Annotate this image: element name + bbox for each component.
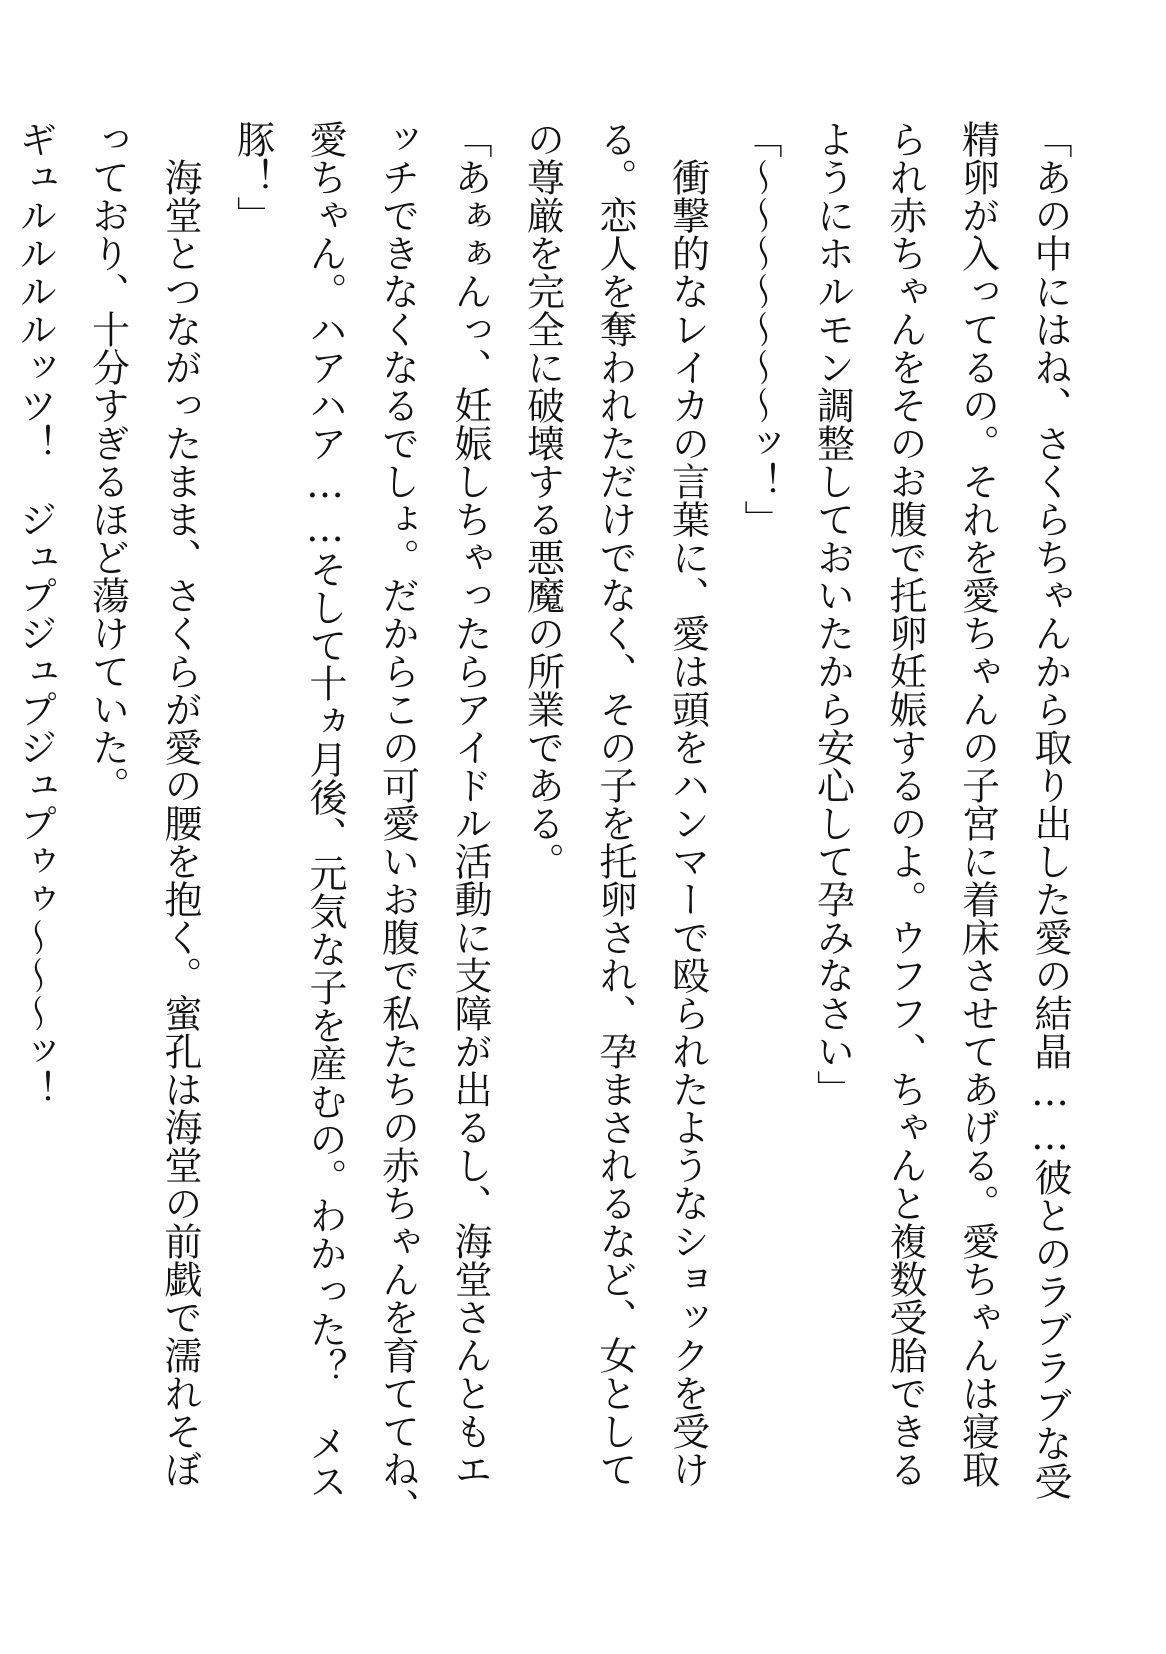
text-line: 「あぁぁんっ、妊娠しちゃったらアイドル活動に支障が出るし、海堂さんともエ — [448, 120, 492, 1488]
text-line: 「あの中にはね、さくらちゃんから取り出した愛の結晶……彼とのラブラブな受 — [1028, 120, 1072, 1500]
vertical-text-block — [0, 120, 1086, 1580]
text-line: 「〜〜〜〜〜〜〜ッ！」 — [738, 120, 782, 538]
text-line: る。恋人を奪われただけでなく、その子を托卵され、孕まされるなど、女として — [593, 120, 637, 1488]
text-line: の尊厳を完全に破壊する悪魔の所業である。 — [520, 120, 565, 880]
text-line: 海堂とつながったまま、さくらが愛の腰を抱く。蜜孔は海堂の前戯で濡れそぼ — [158, 120, 202, 1488]
text-line: ようにホルモン調整しておいたから安心して孕みなさい」 — [810, 120, 855, 1108]
text-line: 精卵が入ってるの。それを愛ちゃんの子宮に着床させてあげる。愛ちゃんは寝取 — [955, 120, 1000, 1488]
text-line: っており、十分すぎるほど蕩けていた。 — [85, 120, 130, 804]
text-line: ギュルルルルッツ！ ジュプジュプジュプゥゥ〜〜〜ッ！ — [13, 120, 57, 1108]
text-line: 愛ちゃん。ハアハア……そして十ヵ月後、元気な子を産むの。わかった？ メス — [303, 120, 347, 1500]
text-line: ッチできなくなるでしょ。だからこの可愛いお腹で私たちの赤ちゃんを育ててね、 — [375, 120, 420, 1526]
text-line: られ赤ちゃんをそのお腹で托卵妊娠するのよ。ウフフ、ちゃんと複数受胎できる — [883, 120, 927, 1488]
text-line: 豚！」 — [230, 120, 275, 234]
text-line: 衝撃的なレイカの言葉に、愛は頭をハンマーで殴られたようなショックを受け — [665, 120, 710, 1488]
